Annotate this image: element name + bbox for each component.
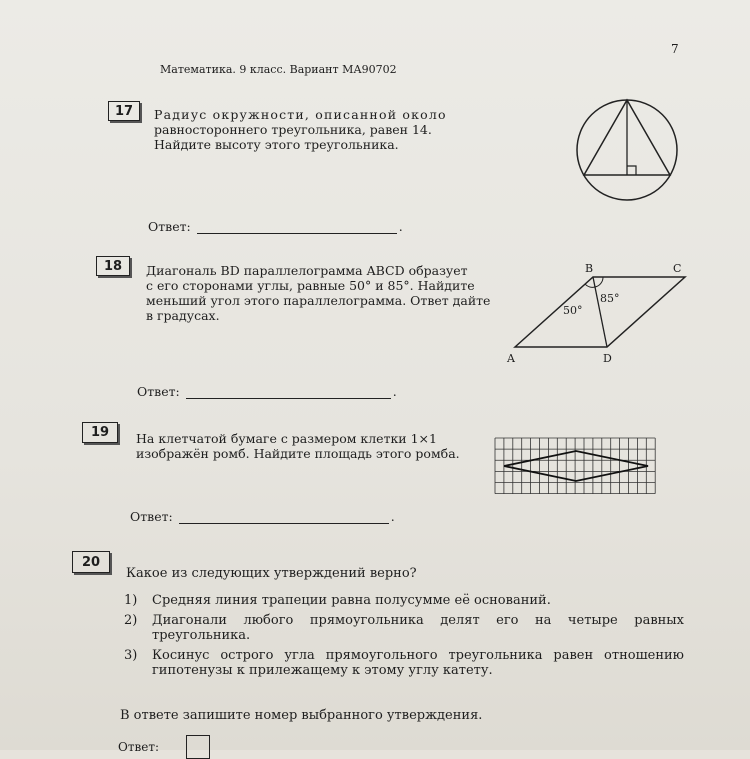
- answer-field[interactable]: [197, 221, 397, 234]
- task-17-number: 17: [108, 101, 140, 121]
- answer-field[interactable]: [179, 511, 389, 524]
- task-19-line: изображён ромб. Найдите площадь этого ромба.: [136, 446, 460, 461]
- page-header: Математика. 9 класс. Вариант МА90702: [160, 63, 397, 76]
- task-19-answer: Ответ: .: [130, 509, 395, 524]
- task-17-figure: [570, 95, 690, 205]
- task-20-question: Какое из следующих утверждений верно?: [126, 566, 417, 581]
- task-17-text: [154, 107, 459, 152]
- task-20-number: 20: [72, 551, 110, 573]
- task-17-line: Радиус окружности, описанной около: [154, 107, 447, 122]
- task-19-number: 19: [82, 422, 118, 443]
- vertex-a-label: A: [507, 352, 515, 365]
- task-18-line: в градусах.: [146, 308, 220, 323]
- task-20-answer-box[interactable]: [186, 735, 210, 759]
- task-18-text: [146, 263, 501, 323]
- task-17-line: равностороннего треугольника, равен 14.: [154, 122, 432, 137]
- angle-50-label: 50°: [563, 304, 583, 317]
- vertex-c-label: C: [673, 262, 682, 275]
- task-19-text: [136, 431, 481, 461]
- task-18-line: Диагональ BD параллелограмма ABCD образует: [146, 263, 468, 278]
- task-20-note: В ответе запишите номер выбранного утверждения.: [120, 708, 483, 723]
- task-18-line: с его сторонами углы, равные 50° и 85°. Найдите: [146, 278, 475, 293]
- answer-label: Ответ:: [148, 219, 191, 234]
- answer-field[interactable]: [186, 386, 391, 399]
- task-19-grid-figure: [493, 436, 663, 496]
- page-number: 7: [671, 42, 679, 56]
- option-text: Косинус острого угла прямоугольного треугольника равен отношению гипотенузы к прилежащему к этому углу катету.: [152, 648, 684, 678]
- option-number: 1): [124, 593, 138, 608]
- option-text: Средняя линия трапеции равна полусумме её оснований.: [152, 593, 551, 608]
- option-number: 3): [124, 648, 138, 663]
- option-3: [124, 648, 684, 678]
- task-17-answer: Ответ: .: [148, 219, 403, 234]
- option-2: [124, 613, 684, 643]
- vertex-b-label: B: [585, 262, 594, 275]
- answer-label: Ответ:: [137, 384, 180, 399]
- option-text: Диагонали любого прямоугольника делят его на четыре равных треугольника.: [152, 613, 684, 643]
- task-18-answer: Ответ: .: [137, 384, 397, 399]
- task-20-answer-label: Ответ:: [118, 740, 160, 754]
- angle-85-label: 85°: [600, 292, 620, 305]
- task-19-line: На клетчатой бумаге с размером клетки 1×1: [136, 431, 437, 446]
- task-20-options: [124, 593, 684, 683]
- answer-label: Ответ:: [130, 509, 173, 524]
- vertex-d-label: D: [603, 352, 612, 365]
- task-17-line: Найдите высоту этого треугольника.: [154, 137, 399, 152]
- option-number: 2): [124, 613, 138, 628]
- option-1: [124, 593, 684, 608]
- task-18-figure: [505, 262, 695, 377]
- task-18-number: 18: [96, 256, 130, 276]
- task-18-line: меньший угол этого параллелограмма. Ответ дайте: [146, 293, 491, 308]
